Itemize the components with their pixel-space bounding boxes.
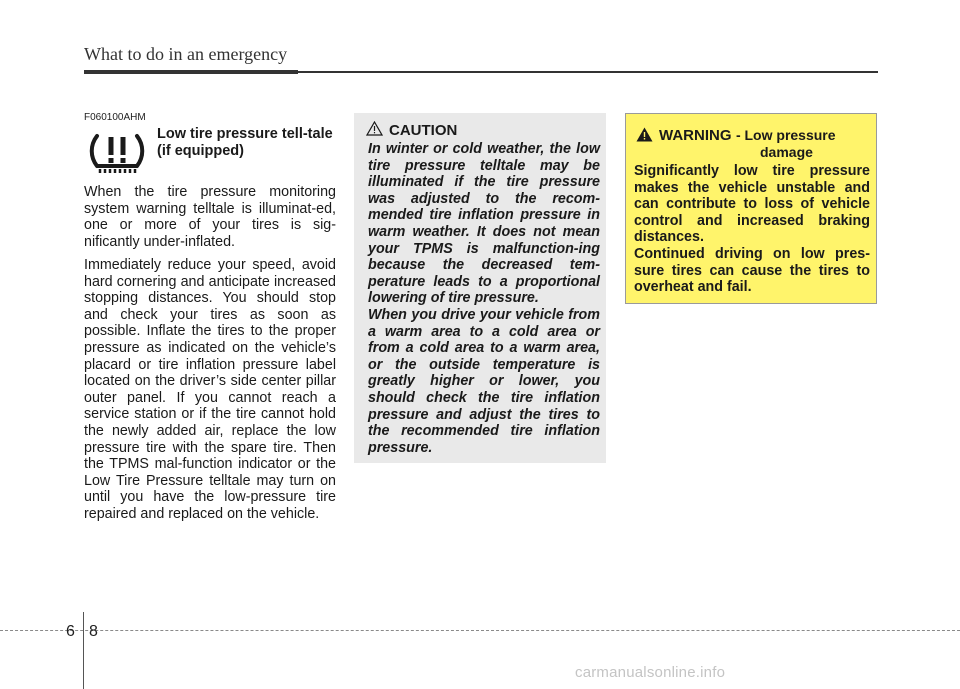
- footer-dashed-rule: [0, 630, 960, 631]
- tire-pressure-warning-icon: [86, 131, 148, 175]
- caution-paragraph-2: When you drive your vehicle from a warm area to a cold area or from a cold area to a warm area, or the outside temperature is greatly higher or lower, you should check the tire inflation pressure and adjust the tires to the recommended tire inflation pressure.: [368, 307, 600, 456]
- footer-vertical-rule: [83, 612, 84, 689]
- watermark: carmanualsonline.info: [575, 664, 726, 681]
- header-rule-accent: [84, 70, 298, 74]
- caution-triangle-icon: [366, 121, 383, 136]
- warning-subtitle: - Low pressure: [735, 127, 836, 143]
- body-paragraph-2: Immediately reduce your speed, avoid hard cornering and anticipate increased stopping distances. You should stop and check your tires as soon as possible. Inflate the tires to the proper pressure as indicated on the vehicle’s placard or tire inflation pressure label located on the driver’s side center pillar outer panel. If you cannot reach a service station or if the tire cannot hold the newly added air, replace the low pressure tire with the spare tire. Then the TPMS mal-function indicator or the Low Tire Pressure telltale may turn on until you have the low-pressure tire repaired and replaced on the vehicle.: [84, 257, 336, 522]
- page-section-number: 6: [66, 623, 75, 640]
- page-header-title: What to do in an emergency: [84, 44, 288, 64]
- caution-paragraph-1: In winter or cold weather, the low tire pressure telltale may be illuminated if the tire pressure was adjusted to the recom-mended tire inflation pressure in warm weather. It does not mean your TPMS is malfunction-ing because the decreased tem-perature leads to a proportional lowering of tire pressure.: [368, 141, 600, 307]
- warning-heading: [636, 127, 872, 160]
- caution-heading: [366, 121, 457, 139]
- caution-heading-label: CAUTION: [389, 122, 458, 139]
- warning-subtitle-line2: damage: [760, 144, 813, 160]
- page-number: 8: [89, 623, 98, 640]
- warning-triangle-icon: [636, 127, 653, 142]
- warning-paragraph-1: Significantly low tire pressure makes the vehicle unstable and can contribute to loss of vehicle control and increased braking distances.: [634, 163, 870, 246]
- telltale-title: Low tire pressure tell-tale (if equipped): [157, 126, 333, 159]
- warning-paragraph-2: Continued driving on low pres-sure tires can cause the tires to overheat and fail.: [634, 246, 870, 296]
- body-paragraph-1: When the tire pressure monitoring system warning telltale is illuminat-ed, one or more of your tires is sig-nificantly under-inflated.: [84, 184, 336, 250]
- section-code: F060100AHM: [84, 112, 146, 123]
- warning-heading-label: WARNING: [659, 127, 732, 144]
